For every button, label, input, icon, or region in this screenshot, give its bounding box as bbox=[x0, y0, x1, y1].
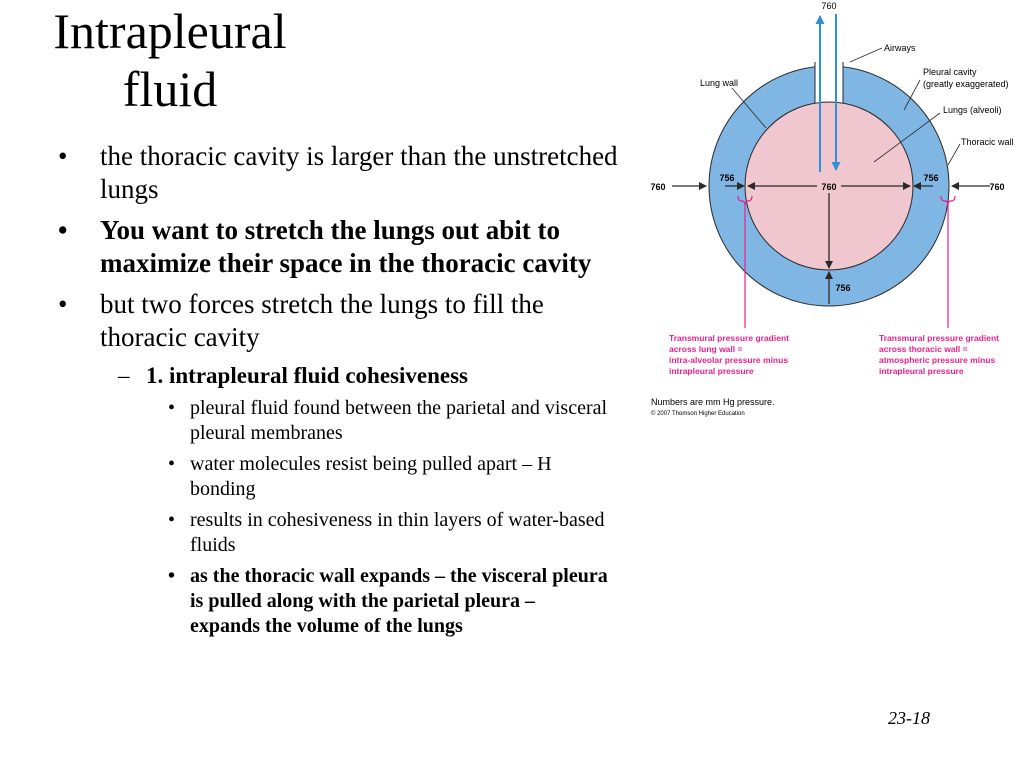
bullet-marker: • bbox=[168, 453, 176, 475]
right-caption-line-3: atmospheric pressure minus bbox=[879, 355, 996, 365]
copyright-note: © 2007 Thomson Higher Education bbox=[651, 411, 745, 417]
sub-sub-bullet-text: results in cohesiveness in thin layers of water-based fluids bbox=[190, 509, 605, 556]
bullet-marker: • bbox=[58, 141, 68, 171]
thoracic-wall-leader bbox=[948, 144, 960, 165]
thoracic-wall-label: Thoracic wall bbox=[961, 137, 1014, 147]
left-inner-pressure-value: 756 bbox=[719, 173, 735, 183]
bullet-marker: • bbox=[168, 565, 176, 587]
sub-sub-bullet-item bbox=[168, 564, 610, 639]
bullet-marker: • bbox=[168, 509, 176, 531]
airways-label: Airways bbox=[884, 43, 916, 53]
bullet-text: You want to stretch the lungs out abit to maximize their space in the thoracic cavity bbox=[100, 215, 592, 278]
title-line-1: Intrapleural bbox=[53, 3, 287, 59]
airways-leader bbox=[850, 48, 882, 62]
sub-sub-bullet-text: water molecules resist being pulled apart – H bonding bbox=[190, 453, 552, 500]
title-line-2: fluid bbox=[122, 61, 218, 117]
sub-sub-bullet-item bbox=[168, 508, 610, 558]
right-outer-pressure-value: 760 bbox=[989, 182, 1005, 192]
left-caption-line-3: intra-alveolar pressure minus bbox=[669, 355, 789, 365]
sub-sub-bullet-item bbox=[168, 452, 610, 502]
left-caption bbox=[669, 333, 789, 376]
bullet-item bbox=[58, 140, 618, 206]
pleural-cavity-label-1: Pleural cavity bbox=[923, 67, 977, 77]
pleural-pressure-diagram bbox=[640, 0, 1024, 420]
slide-number: 23-18 bbox=[888, 708, 930, 728]
bullet-list bbox=[58, 140, 618, 645]
bullet-item bbox=[58, 288, 618, 354]
units-note: Numbers are mm Hg pressure. bbox=[651, 397, 775, 407]
bullet-marker: • bbox=[168, 397, 176, 419]
right-caption-line-1: Transmural pressure gradient bbox=[879, 333, 999, 343]
lung-wall-label: Lung wall bbox=[700, 78, 739, 88]
bullet-text: the thoracic cavity is larger than the unstretched lungs bbox=[100, 141, 618, 204]
sub-bullet-item bbox=[118, 362, 618, 390]
bullet-marker: • bbox=[58, 215, 68, 245]
pleural-cavity-label-2: (greatly exaggerated) bbox=[923, 79, 1009, 89]
left-outer-pressure-value: 760 bbox=[650, 182, 666, 192]
sub-sub-bullet-item bbox=[168, 396, 610, 446]
right-caption-line-4: intrapleural pressure bbox=[879, 366, 964, 376]
right-caption-line-2: across thoracic wall = bbox=[879, 344, 968, 354]
bottom-pressure-value: 756 bbox=[835, 283, 851, 293]
sub-bullet-text: 1. intrapleural fluid cohesiveness bbox=[146, 363, 469, 388]
sub-sub-bullet-text: pleural fluid found between the parietal and visceral pleural membranes bbox=[190, 397, 608, 444]
slide-title bbox=[20, 2, 320, 118]
top-pressure-value: 760 bbox=[821, 1, 837, 11]
right-inner-pressure-value: 756 bbox=[923, 173, 939, 183]
left-caption-line-2: across lung wall = bbox=[669, 344, 743, 354]
left-caption-line-1: Transmural pressure gradient bbox=[669, 333, 789, 343]
center-pressure-value: 760 bbox=[821, 182, 837, 192]
dash-marker: – bbox=[118, 363, 130, 388]
bullet-item bbox=[58, 214, 618, 280]
bullet-marker: • bbox=[58, 289, 68, 319]
lungs-label: Lungs (alveoli) bbox=[943, 105, 1002, 115]
left-caption-line-4: intrapleural pressure bbox=[669, 366, 754, 376]
bullet-text: but two forces stretch the lungs to fill the thoracic cavity bbox=[100, 289, 544, 352]
right-caption bbox=[879, 333, 999, 376]
sub-sub-bullet-text: as the thoracic wall expands – the visceral pleura is pulled along with the parietal pleura – expands the volume of the lungs bbox=[190, 565, 608, 637]
